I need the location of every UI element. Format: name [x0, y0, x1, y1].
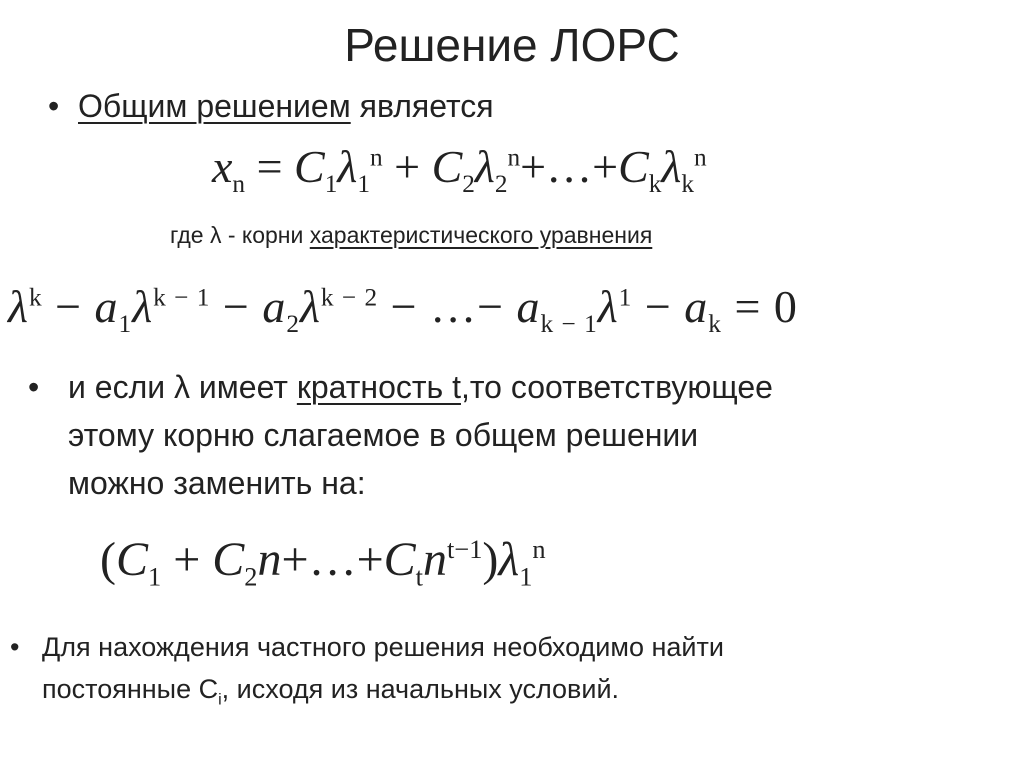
bullet-dot: •	[10, 632, 20, 662]
characteristic-equation-formula: $\lambda^k - a_1\lambda^{k - 1} - a_2\lambda^{k - 2}$ − …− $a_{k - 1}\lambda^1 - a_k = 0$	[8, 281, 798, 339]
bullet-dot: •	[28, 369, 40, 405]
particular-line-2: постоянные $C_i$, исходя из начальных условий.	[42, 674, 620, 709]
bullet-multiplicity	[28, 363, 773, 507]
general-solution-rest: является	[350, 88, 494, 124]
multiplicity-line-3: можно заменить на:	[68, 465, 366, 501]
multiplicity-line-1: • и если λ имеет кратность t,то соответствующее	[28, 363, 773, 411]
general-solution-underlined: Общим решением	[78, 88, 351, 124]
general-solution-formula: $x_n = C_1\lambda_1^n$ + $C_2\lambda_2^n+\dots+C_k\lambda_k^n$	[212, 141, 707, 199]
multiplicity-formula: ($C_1$ + $C_2n+\dots+C_tn^{t-1})\lambda_1^n$	[100, 533, 546, 592]
bullet-dot: •	[48, 88, 60, 124]
bullet-general-solution	[48, 88, 494, 125]
where-lambda-text: где λ - корни характеристического уравнения	[170, 222, 653, 248]
multiplicity-line-2: этому корню слагаемое в общем решении	[68, 417, 699, 453]
multiplicity-underlined: кратность t	[296, 369, 461, 405]
slide-title: Решение ЛОРС	[344, 19, 680, 71]
bullet-particular-solution	[10, 626, 724, 721]
characteristic-equation-underlined: характеристического уравнения	[309, 222, 653, 248]
particular-line-1: • Для нахождения частного решения необходимо найти	[10, 626, 724, 668]
